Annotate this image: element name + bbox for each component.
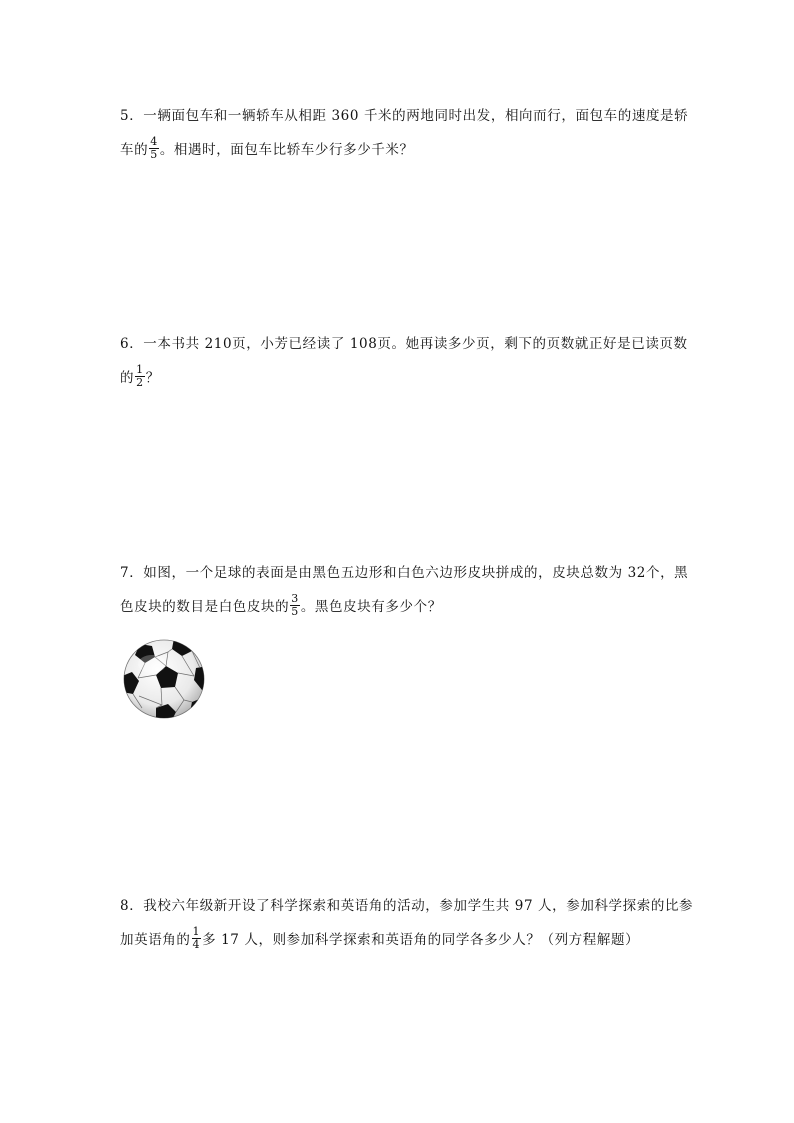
fraction-denominator: 5: [291, 605, 299, 618]
problem-number: 7．: [120, 565, 144, 581]
fraction: [135, 364, 145, 389]
problem-text: 。黑色皮块有多少个？: [300, 599, 442, 615]
problem-text: 我校六年级新开设了科学探索和英语角的活动，参加学生共 97 人，参加科学探索的比参: [143, 898, 694, 914]
fraction-denominator: 5: [150, 148, 158, 161]
problem-5-line-1: [120, 104, 688, 124]
fraction: [192, 926, 202, 951]
fraction-denominator: 4: [192, 938, 201, 951]
fraction-numerator: 4: [150, 135, 158, 148]
problem-6-line-2: [120, 363, 160, 391]
problem-text: 如图，一个足球的表面是由黑色五边形和白色六边形皮块拼成的，皮块总数为 32个，黑: [143, 565, 689, 581]
fraction-numerator: 1: [136, 363, 144, 376]
problem-text: 的: [120, 370, 135, 386]
fraction-numerator: 1: [192, 925, 201, 938]
problem-7-line-1: [120, 561, 688, 581]
problem-6-line-1: [120, 332, 688, 352]
fraction: [290, 593, 300, 618]
fraction: [149, 136, 159, 161]
problem-8-line-1: [120, 894, 693, 914]
problem-number: 8．: [120, 898, 144, 914]
fraction-numerator: 3: [291, 592, 299, 605]
problem-number: 6．: [120, 336, 144, 352]
fraction-denominator: 2: [136, 376, 144, 389]
problem-text: 多 17 人，则参加科学探索和英语角的同学各多少人？（列方程解题）: [202, 932, 640, 948]
problem-text: 一辆面包车和一辆轿车从相距 360 千米的两地同时出发，相向而行，面包车的速度是轿: [143, 108, 689, 124]
problem-text: 车的: [120, 142, 149, 158]
problem-text: 色皮块的数目是白色皮块的: [120, 599, 290, 615]
problem-text: 加英语角的: [120, 932, 191, 948]
problem-number: 5．: [120, 108, 144, 124]
soccer-ball-image: [122, 638, 206, 720]
problem-text: 。相遇时，面包车比轿车少行多少千米？: [159, 142, 414, 158]
problem-5-line-2: [120, 135, 414, 163]
problem-7-line-2: [120, 592, 442, 620]
problem-text: 一本书共 210页，小芳已经读了 108页。她再读多少页，剩下的页数就正好是已读页数: [143, 336, 688, 352]
problem-text: ？: [145, 370, 160, 386]
problem-8-line-2: [120, 925, 640, 953]
